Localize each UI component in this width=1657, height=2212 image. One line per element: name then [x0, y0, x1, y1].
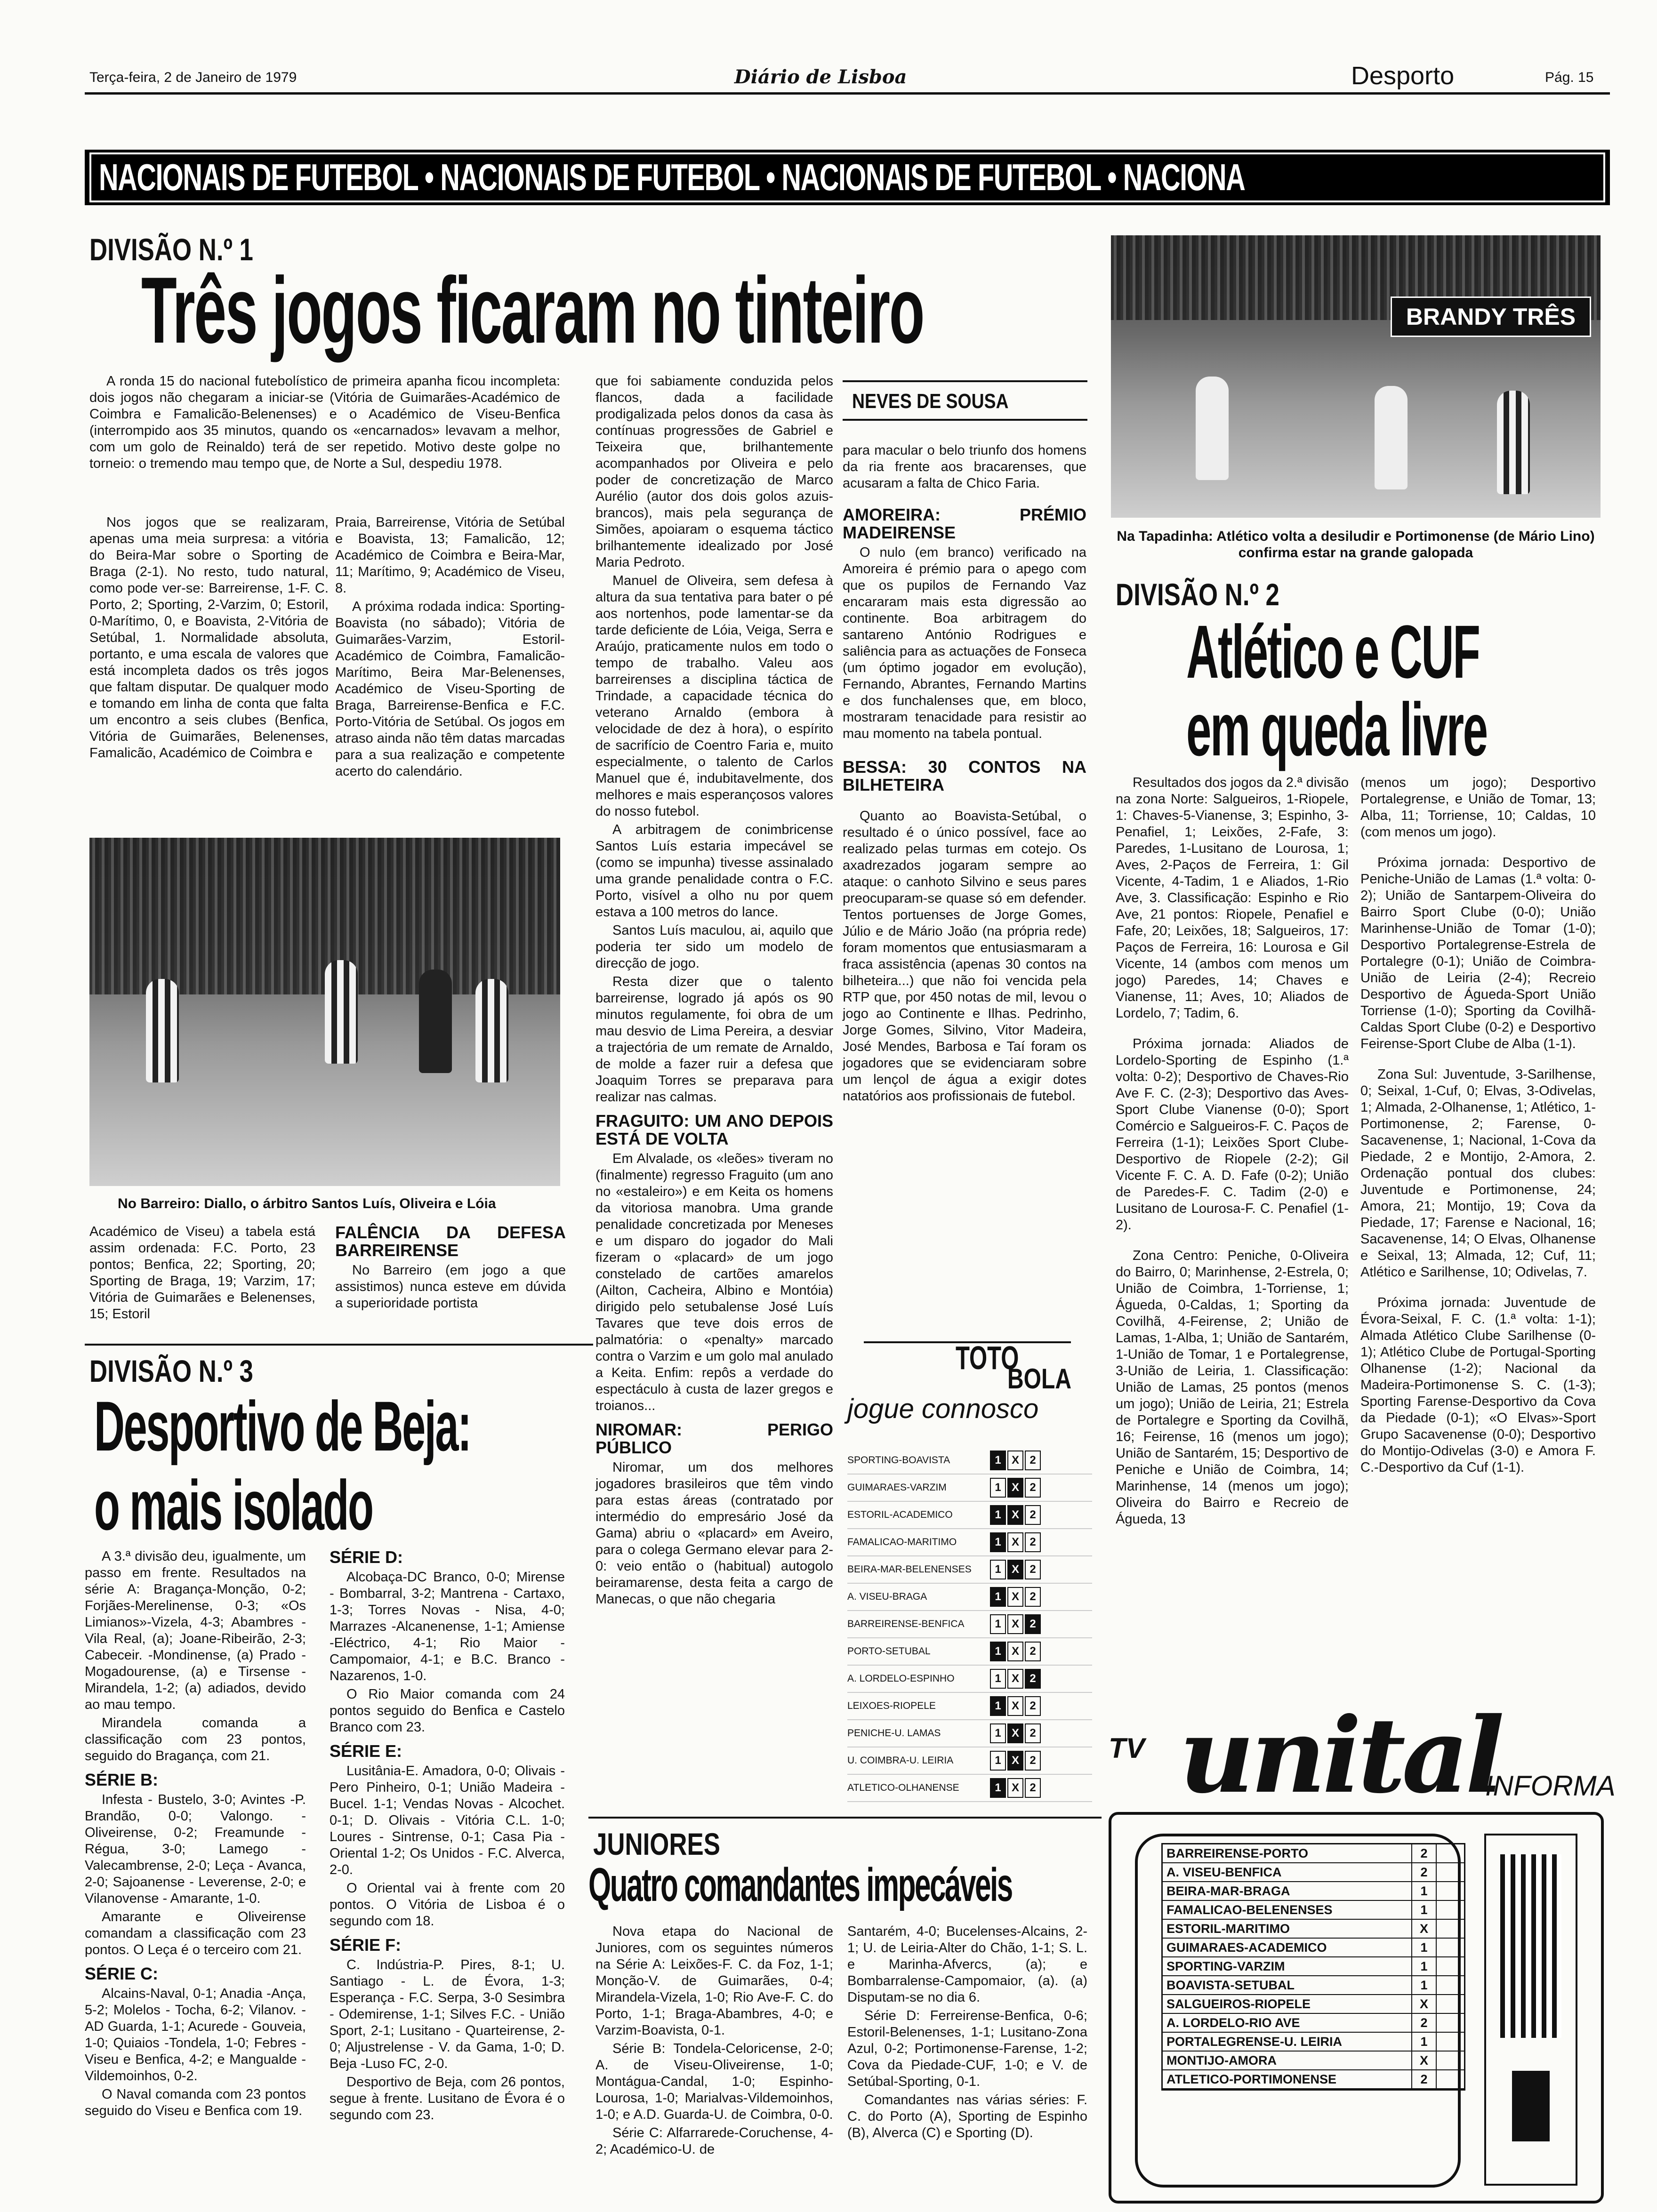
- issue-date: Terça-feira, 2 de Janeiro de 1979: [89, 70, 297, 85]
- niromar-head: NIROMAR: PERIGO PÚBLICO: [595, 1420, 833, 1457]
- unital-team: BEIRA-MAR-BRAGA: [1166, 1884, 1290, 1898]
- toto-mark: 2: [1025, 1505, 1041, 1525]
- unital-result: X: [1411, 2052, 1436, 2069]
- toto-mark: X: [1007, 1505, 1023, 1525]
- div3-intro-text: A 3.ª divisão deu, igualmente, um passo em frente. Resultados na série A: Bragança-Monção, 0-2; Forjães-Merelinense, 0-3; «Os Limianos»-Vizela, 4-3; Abambres - Vila Real, (a); Joane-Ribeirão, 2-3; Cabeceir. -Mondinense, (a) Prado - Mogadourense, (a) e Tirsense - Mirandela, 1-2; (a) adiados, devido ao mau tempo.: [85, 1549, 306, 1712]
- div1-col2-text: Praia, Barreirense, Vitória de Setúbal e Boavista, 13; Famalicão, 12; Académico de Coimbra e Beira-Mar, 11; Marítimo, 9; Académico de Viseu, 8.: [335, 515, 565, 596]
- unital-row: [1163, 2070, 1464, 2089]
- unital-blank-cell: [1436, 2033, 1460, 2051]
- unital-row: [1163, 1976, 1464, 1995]
- tv-controls: [1484, 1834, 1577, 2186]
- bessa-head: BESSA: 30 CONTOS NA BILHETEIRA: [843, 757, 1086, 794]
- toto-mark: 2: [1025, 1614, 1041, 1634]
- unital-row: [1163, 1844, 1464, 1863]
- photo-tapadinha-caption: Na Tapadinha: Atlético volta a desiludir e Portimonense (de Mário Lino) confirma estar na grande galopada: [1117, 529, 1595, 561]
- toto-team: A. LORDELO-ESPINHO: [847, 1673, 955, 1684]
- unital-blank-cell: [1436, 1995, 1460, 2013]
- toto-mark: 1: [990, 1642, 1006, 1661]
- juniores-c2c-text: Comandantes nas várias séries: F. C. do Porto (A), Sporting de Espinho (B), Alverca (C) e Sporting (D).: [847, 2092, 1087, 2140]
- div2-colB4-text: Próxima jornada: Juventude de Évora-Seixal, F. C. (1.ª volta: 1-1); Almada Atlético Clube Sarilhense (0-1); Atlético Clube de Portugal-Sporting Olhanense (1-2); Nacional da Madeira-Portimonense S. C. (1-3); Sporting Farense-Desportivo da Cova da Piedade (0-1); «O Elvas»-Sport Grupo Sacavenense (0-0); Desportivo do Montijo-Odivelas (3-0) e Amora F. C.-Desportivo da Cuf (1-1).: [1360, 1295, 1596, 1475]
- unital-row: [1163, 1939, 1464, 1957]
- div2-colB: [1360, 775, 1596, 1476]
- div2-kicker: DIVISÃO N.º 2: [1116, 577, 1279, 612]
- unital-blank-cell: [1436, 1957, 1460, 1975]
- serieF-head: SÉRIE F:: [330, 1935, 402, 1955]
- div2-colA2-text: Próxima jornada: Aliados de Lordelo-Sporting de Espinho (1.ª volta: 0-2); Desportivo de Chaves-Rio Ave F. C. (2-3); Desportivo das Aves-Sport Clube Vianense (0-0); Sport Comércio e Salgueiros-F. C. Paços de Ferreira (1-1); Leixões Sport Clube-Desportivo de Riopele (2-2); Gil Vicente F. C. A. D. Fafe (0-2); União de Paredes-F. C. Tadim (2-0) e Lusitano de Lourosa-F. C. Penafiel (1-2).: [1116, 1036, 1349, 1233]
- section-title: Desporto: [1351, 62, 1455, 90]
- toto-row: [847, 1720, 1092, 1747]
- div3-colA: [85, 1548, 306, 2119]
- toto-mark: 2: [1025, 1751, 1041, 1771]
- juniores-headline: Quatro comandantes impecáveis: [588, 1859, 1012, 1911]
- div1-lead-text: A ronda 15 do nacional futebolístico de primeira apanha ficou incompleta: dois jogos não chegaram a iniciar-se (Vitória de Guimarães-Académico de Coimbra e Famalicão-Belenenses) e o Académico de Viseu-Benfica (interrompido aos 35 minutos, quando os «encarnados» levavam a melhor, com um golo de Reinaldo) terá de ser repetido. Motivo deste golpe no torneio: o tremendo mau tempo que, de Norte a Sul, despediu 1978.: [89, 374, 560, 471]
- unital-blank-cell: [1436, 2070, 1460, 2088]
- toto-mark: 1: [990, 1669, 1006, 1689]
- div1-after-photo-text: Académico de Viseu) a tabela está assim ordenada: F.C. Porto, 23 pontos; Benfica, 22; Sporting, 20; Sporting de Braga, 19; Varzim, 17; Vitória de Guimarães e Belenenses, 15; Estoril: [89, 1224, 315, 1322]
- div2-colB2-text: Próxima jornada: Desportivo de Peniche-União de Lamas (1.ª volta: 0-2); União de Santarpem-Oliveira do Bairro Sport Clube (0-0); União Marinhense-União de Tomar (1-0); Desportivo Portalegrense-Estrela de Portalegre (0-1); União de Coimbra-União de Leiria (2-4); Recreio Desportivo de Águeda-Sport União Torriense (1-0); Sporting da Covilhã-Caldas Sport Clube (0-2) e Desportivo Feirense-Sport Clube de Alba (1-1).: [1360, 855, 1596, 1051]
- toto-mark: 1: [990, 1751, 1006, 1771]
- unital-result: 1: [1411, 1901, 1436, 1919]
- div3-headline-2: o mais isolado: [94, 1466, 373, 1545]
- toto-mark: 2: [1025, 1778, 1041, 1798]
- div3-intro2-text: Mirandela comanda a classificação com 23 pontos, seguido do Bragança, com 21.: [85, 1715, 306, 1763]
- toto-mark: 1: [990, 1478, 1006, 1498]
- div2-headline-1: Atlético e CUF: [1186, 609, 1480, 694]
- serieB-head: SÉRIE B:: [85, 1770, 159, 1789]
- toto-row: [847, 1747, 1092, 1775]
- juniores-rule: [588, 1817, 1102, 1819]
- unital-blank-cell: [1436, 2052, 1460, 2069]
- unital-row: [1163, 2014, 1464, 2033]
- toto-row: [847, 1556, 1092, 1584]
- unital-team: GUIMARAES-ACADEMICO: [1166, 1940, 1327, 1955]
- toto-mark: 1: [990, 1505, 1006, 1525]
- toto-mark: 2: [1025, 1560, 1041, 1579]
- toto-mark: 1: [990, 1451, 1006, 1470]
- unital-team: SPORTING-VARZIM: [1166, 1959, 1285, 1973]
- unital-row: [1163, 1882, 1464, 1901]
- toto-row: [847, 1693, 1092, 1720]
- div2-colB3-text: Zona Sul: Juventude, 3-Sarilhense, 0; Seixal, 1-Cuf, 0; Elvas, 3-Odivelas, 1; Almada, 2-Olhanense, 1; Atlético, 1-Portimonense, 2; Farense, 0-Sacavenense, 1; Nacional, 1-Cova da Piedade, 2 e Montijo, 2-Amora, 2. Ordenação pontual dos clubes: Juventude e Portimonense, 24; Amora, 21; Montijo, 19; Cova da Piedade, 17; Farense e Nacional, 16; Sacavenense, 14; O Elvas, Olhanense e Seixal, 13; Almada, 12; Cuf, 11; Atlético e Sarilhense, 10; Odivelas, 7.: [1360, 1067, 1596, 1280]
- toto-mark: 2: [1025, 1669, 1041, 1689]
- unital-team: A. LORDELO-RIO AVE: [1166, 2016, 1300, 2030]
- div1-col2: [335, 514, 565, 780]
- toto-team: BARREIRENSE-BENFICA: [847, 1619, 965, 1629]
- serieC-head: SÉRIE C:: [85, 1964, 159, 1983]
- toto-mark: 2: [1025, 1642, 1041, 1661]
- toto-mark: X: [1007, 1669, 1023, 1689]
- div1-lead: [89, 373, 560, 472]
- unital-team: BOAVISTA-SETUBAL: [1166, 1978, 1295, 1992]
- totobola-box: [847, 1332, 1097, 1803]
- photo-barreiro: [89, 838, 560, 1186]
- div1-col3e-text: Resta dizer que o talento barreirense, logrado já após os 90 minutos regulamente, foi obra de um mau desvio de Lima Pereira, a desviar a trajectória de um remate de Arnaldo, de molde a fazer ruir a defesa que Joaquim Torres se preparava para realizar nas calmas.: [595, 974, 833, 1105]
- toto-team: FAMALICAO-MARITIMO: [847, 1537, 957, 1547]
- brandy-sign: BRANDY TRÊS: [1391, 297, 1591, 337]
- div1-col3b-text: Manuel de Oliveira, sem defesa à altura da sua tentativa para bater o pé aos nortenhos, pode lamentar-se da tarde deficiente de Lóia, Veiga, Serra e Araújo, praticamente nulos em todo o tempo de trabalho. Valeu aos barreirenses a disciplina táctica de Trindade, a capacidade técnica do veterano Arnaldo (embora à velocidade de dez à hora), o espírito de sacrifício de Coentro Faria e, muito especialmente, o talento de Carlos Manuel que é, indubitavelmente, dos melhores e mais esperançosos valores do nosso futebol.: [595, 573, 833, 819]
- toto-mark: X: [1007, 1778, 1023, 1798]
- unital-row: [1163, 2052, 1464, 2070]
- toto-row: [847, 1529, 1092, 1556]
- div3-kicker: DIVISÃO N.º 3: [89, 1354, 253, 1388]
- unital-team: BARREIRENSE-PORTO: [1166, 1846, 1309, 1860]
- toto-mark: X: [1007, 1614, 1023, 1634]
- unital-result: 2: [1411, 1844, 1436, 1862]
- unital-result: 2: [1411, 1863, 1436, 1881]
- toto-word: TOTO: [956, 1339, 1019, 1376]
- serieE-text: Lusitânia-E. Amadora, 0-0; Olivais - Pero Pinheiro, 0-1; União Madeira - Bucel. 1-1; Vendas Novas - Alcochet. 0-1; D. Olivais - Vitória C.L. 1-0; Loures - Sintrense, 0-1; Casa Pia - Oriental 1-2; Os Unidos - F.C. Alverca, 2-0.: [330, 1763, 565, 1877]
- serieF2-text: Desportivo de Beja, com 26 pontos, segue à frente. Lusitano de Évora é o segundo com 23.: [330, 2075, 565, 2123]
- toto-team: PENICHE-U. LAMAS: [847, 1728, 941, 1739]
- falencia-text: No Barreiro (em jogo a que assistimos) nunca esteve em dúvida a superioridade portista: [335, 1263, 566, 1311]
- toto-mark: 1: [990, 1532, 1006, 1552]
- byline: NEVES DE SOUSA: [852, 390, 1009, 413]
- unital-ad: [1109, 1694, 1616, 2212]
- toto-team: ATLETICO-OLHANENSE: [847, 1782, 959, 1793]
- unital-result: 1: [1411, 1957, 1436, 1975]
- toto-row: [847, 1775, 1092, 1802]
- toto-row: [847, 1638, 1092, 1666]
- juniores-c1b-text: Série B: Tondela-Celoricense, 2-0; A. de Viseu-Oliveirense, 1-0; Montágua-Candal, 1-0; Espinho-Lourosa, 1-0; Marialvas-Vildemoinhos, 1-0; e A.D. Guarda-U. de Coimbra, 0-0.: [595, 2041, 833, 2122]
- div3-colB: [330, 1548, 565, 2124]
- div2-headline-2: em queda livre: [1186, 687, 1487, 771]
- serieB-text: Infesta - Bustelo, 3-0; Avintes -P. Brandão, 0-0; Valongo. - Oliveirense, 0-2; Freamunde - Régua, 3-0; Lamego - Valecambrense, 2-0; Leça - Avanca, 2-0; Sajoanense - Leverense, 2-0; e Vilanovense - Amarante, 1-0.: [85, 1792, 306, 1906]
- neves-text: para macular o belo triunfo dos homens da ria frente aos bracarenses, que acusaram a falta de Chico Faria.: [843, 443, 1086, 491]
- div1-col3c-text: A arbitragem de conimbricense Santos Luís estaria impecável se (como se impunha) tivesse assinalado uma grande penalidade contra o F.C. Porto, visível a olho nu por quem estava a 100 metros do lance.: [595, 822, 833, 920]
- div1-col2b-text: A próxima rodada indica: Sporting-Boavista (no sábado); Vitória de Guimarães-Varzim, Estoril-Académico de Coimbra, Famalicão-Marítimo, Beira Mar-Belenenses, Académico de Viseu-Sporting de Braga, Barreirense-Benfica e F.C. Porto-Vitória de Setúbal. Os jogos em atraso ainda não têm datas marcadas para a sua realização e competente acerto do calendário.: [335, 599, 565, 779]
- photo-tapadinha: [1111, 235, 1601, 518]
- toto-mark: X: [1007, 1723, 1023, 1743]
- serieB2-text: Amarante e Oliveirense comandam a classificação com 23 pontos. O Leça é o terceiro com 21.: [85, 1909, 306, 1957]
- toto-team: LEIXOES-RIOPELE: [847, 1700, 936, 1711]
- serieF-text: C. Indústria-P. Pires, 8-1; U. Santiago - L. de Évora, 1-3; Esperança - F.C. Serpa, 3-0 Sesimbra - Odemirense, 1-1; Silves F.C. - União Sport, 2-1; Lusitano - Quarteirense, 2-0; Aljustrelense - V. da Gama, 1-0; D. Beja -Luso FC, 2-0.: [330, 1957, 565, 2071]
- toto-mark: 1: [990, 1560, 1006, 1579]
- toto-mark: 1: [990, 1696, 1006, 1716]
- unital-row: [1163, 1995, 1464, 2014]
- unital-blank-cell: [1436, 1920, 1460, 1938]
- toto-team: BEIRA-MAR-BELENENSES: [847, 1564, 972, 1575]
- div1-col1: [89, 514, 329, 761]
- juniores-kicker: JUNIORES: [593, 1827, 720, 1861]
- unital-team: SALGUEIROS-RIOPELE: [1166, 1997, 1311, 2011]
- niromar-text: Niromar, um dos melhores jogadores brasileiros que têm vindo para estas áreas (contratado por intermédio do empresário José da Gama) abriu o «placard» em Aveiro, para o colega Germano elevar para 2-0: veio então o (habitual) autogolo beiramarense, desta feita a cargo de Manecas, o que não chegaria: [595, 1460, 833, 1607]
- toto-team: A. VISEU-BRAGA: [847, 1591, 927, 1602]
- div3-rule: [85, 1344, 593, 1346]
- toto-mark: 2: [1025, 1532, 1041, 1552]
- amoreira-head: AMOREIRA: PRÉMIO MADEIRENSE: [843, 505, 1086, 542]
- unital-team: PORTALEGRENSE-U. LEIRIA: [1166, 2035, 1343, 2049]
- toto-mark: 1: [990, 1778, 1006, 1798]
- tv-speaker: [1500, 1854, 1561, 2038]
- unital-row: [1163, 1920, 1464, 1939]
- toto-team: SPORTING-BOAVISTA: [847, 1455, 950, 1466]
- div2-colA3-text: Zona Centro: Peniche, 0-Oliveira do Bairro, 0; Marinhense, 2-Estrela, 0; União de Coimbra, 1-Torriense, 1; Águeda, 0-Caldas, 1; Sporting da Covilhã, 4-Feirense, 2; União de Lamas, 1-Alba, 1; União de Santarém, 1-União de Tomar, 1 e Portalegrense, 3-União de Leiria, 1. Classificação: União de Lamas, 25 pontos (menos um jogo); União de Leiria, 21; Estrela de Portalegre e Sporting da Covilhã, 16; Feirense, 16 (menos um jogo); União de Santarém, 15; Desportivo de Peniche e União de Coimbra, 14; Marinhense, 14 (menos um jogo); Oliveira do Bairro e Recreio de Águeda, 13: [1116, 1248, 1349, 1527]
- juniores-colA: [595, 1923, 833, 2158]
- unital-blank-cell: [1436, 1863, 1460, 1881]
- neves-rule: [843, 380, 1087, 382]
- toto-row: [847, 1447, 1092, 1475]
- div1-headline: Três jogos ficaram no tinteiro: [141, 258, 924, 363]
- toto-row: [847, 1611, 1092, 1638]
- toto-team: ESTORIL-ACADEMICO: [847, 1509, 953, 1520]
- toto-mark: X: [1007, 1642, 1023, 1661]
- falencia-head: FALÊNCIA DA DEFESA BARREIRENSE: [335, 1223, 566, 1260]
- page-number: Pág. 15: [1545, 70, 1594, 85]
- banner: [85, 150, 1610, 205]
- unital-result: 1: [1411, 1976, 1436, 1994]
- totobola-coupon: [847, 1447, 1092, 1802]
- unital-blank-cell: [1436, 1939, 1460, 1956]
- unital-blank-cell: [1436, 1901, 1460, 1919]
- unital-row: [1163, 1863, 1464, 1882]
- tv-screen: [1135, 1834, 1461, 2188]
- fraguito-head: FRAGUITO: UM ANO DEPOIS ESTÁ DE VOLTA: [595, 1111, 833, 1148]
- toto-team: U. COIMBRA-U. LEIRIA: [847, 1755, 954, 1766]
- falencia-block: [335, 1224, 566, 1312]
- div1-col1-text: Nos jogos que se realizaram, apenas uma meia surpresa: a vitória do Beira-Mar sobre o Sporting de Braga (2-1). No resto, tudo natural, como pode ver-se: Barreirense, 1-F. C. Porto, 2; Sporting, 2-Varzim, 0; Estoril, 0-Marítimo, 0, e Boavista, 2-Vitória de Setúbal, 1. Normalidade absoluta, portanto, e uma escala de valores que está incompleta dados os três jogos que faltam disputar. De qualquer modo e tomando em linha de conta que falta um encontro a seis clubes (Benfica, Vitória de Guimarães, Belenenses, Famalicão, Académico de Coimbra e: [89, 515, 329, 761]
- banner-text: NACIONAIS DE FUTEBOL • NACIONAIS DE FUTEBOL • NACIONAIS DE FUTEBOL • NACIONA: [99, 156, 1245, 198]
- unital-row: [1163, 1901, 1464, 1920]
- div1-col3: [595, 373, 833, 1608]
- unital-brand: unital: [1179, 1694, 1501, 1816]
- toto-mark: X: [1007, 1560, 1023, 1579]
- tv-frame: [1109, 1812, 1604, 2204]
- unital-result: 1: [1411, 2033, 1436, 2051]
- juniores-colB: [847, 1923, 1087, 2141]
- toto-mark: 2: [1025, 1451, 1041, 1470]
- unital-team: ATLETICO-PORTIMONENSE: [1166, 2072, 1336, 2086]
- bola-word: BOLA: [1007, 1363, 1071, 1395]
- toto-mark: X: [1007, 1532, 1023, 1552]
- toto-mark: 1: [990, 1587, 1006, 1607]
- unital-result: X: [1411, 1995, 1436, 2013]
- toto-mark: 2: [1025, 1587, 1041, 1607]
- toto-mark: 2: [1025, 1478, 1041, 1498]
- toto-mark: X: [1007, 1587, 1023, 1607]
- serieD2-text: O Rio Maior comanda com 24 pontos seguido do Benfica e Castelo Branco com 23.: [330, 1687, 565, 1735]
- photo-barreiro-caption: No Barreiro: Diallo, o árbitro Santos Luís, Oliveira e Lóia: [118, 1196, 496, 1211]
- toto-mark: 2: [1025, 1696, 1041, 1716]
- juniores-c1c-text: Série C: Alfarrarede-Coruchense, 4-2; Académico-U. de: [595, 2125, 833, 2157]
- toto-team: PORTO-SETUBAL: [847, 1646, 931, 1657]
- toto-mark: X: [1007, 1696, 1023, 1716]
- totobola-slogan: jogue connosco: [847, 1394, 1039, 1424]
- unital-team: ESTORIL-MARITIMO: [1166, 1922, 1290, 1936]
- unital-result: 2: [1411, 2014, 1436, 2032]
- div1-kicker: DIVISÃO N.º 1: [89, 232, 253, 267]
- serieD-text: Alcobaça-DC Branco, 0-0; Mirense - Bombarral, 3-2; Mantrena - Cartaxo, 1-3; Torres Novas - Nisa, 4-0; Marrazes -Alcanenense, 1-1; Amiense -Eléctrico, 4-1; Rio Maior - Campomaior, 4-1; e B.C. Branco -Nazarenos, 1-0.: [330, 1570, 565, 1683]
- neves-rule-2: [843, 419, 1087, 421]
- toto-mark: X: [1007, 1451, 1023, 1470]
- serieD-head: SÉRIE D:: [330, 1547, 403, 1567]
- unital-row: [1163, 1957, 1464, 1976]
- div2-colA: [1116, 775, 1349, 1528]
- header-rule: [85, 92, 1610, 95]
- unital-blank-cell: [1436, 1844, 1460, 1862]
- tv-knob: [1512, 2071, 1550, 2141]
- toto-mark: X: [1007, 1478, 1023, 1498]
- unital-result: 2: [1411, 2070, 1436, 2088]
- juniores-c2b-text: Série D: Ferreirense-Benfica, 0-6; Estoril-Belenenses, 1-1; Lusitano-Zona Azul, 0-2; Portimonense-Farense, 1-2; Cova da Piedade-CUF, 1-0; e V. de Setúbal-Sporting, 0-1.: [847, 2008, 1087, 2089]
- div1-after-photo: [89, 1224, 315, 1322]
- masthead: Diário de Lisboa: [734, 66, 907, 88]
- serieE-head: SÉRIE E:: [330, 1741, 402, 1761]
- div3-headline-1: Desportivo de Beja:: [94, 1387, 471, 1466]
- toto-mark: 2: [1025, 1723, 1041, 1743]
- unital-blank-cell: [1436, 2014, 1460, 2032]
- div1-col3-text: que foi sabiamente conduzida pelos flancos, dada a facilidade prodigalizada pelos donos da casa às contínuas progressões de Gabriel e Teixeira que, brilhantemente acompanhados por Oliveira e pelo poder de concretização de Marco Aurélio (autor dos dois golos azuis-brancos), mais pela segurança de Simões, apoiaram o esquema táctico brilhantemente idealizado por José Maria Pedroto.: [595, 374, 833, 570]
- unital-team: A. VISEU-BENFICA: [1166, 1865, 1282, 1879]
- serieE2-text: O Oriental vai à frente com 20 pontos. O Vitória de Lisboa é o segundo com 18.: [330, 1881, 565, 1929]
- serieC-text: Alcains-Naval, 0-1; Anadia -Ança, 5-2; Molelos - Tocha, 6-2; Vilanov. - AD Guarda, 1-1; Acurede - Gouveia, 1-0; Quiaios -Tondela, 1-0; Febres - Viseu e Benfica, 4-2; e Mangualde - Vildemoinhos, 0-2.: [85, 1986, 306, 2084]
- unital-team: MONTIJO-AMORA: [1166, 2053, 1277, 2068]
- serieC2-text: O Naval comanda com 23 pontos seguido do Viseu e Benfica com 19.: [85, 2087, 306, 2118]
- unital-blank-cell: [1436, 1976, 1460, 1994]
- unital-tv: TV: [1109, 1732, 1145, 1764]
- bessa-text: Quanto ao Boavista-Setúbal, o resultado é o único possível, face ao realizado pelas turmas em cotejo. Os axadrezados jogaram sempre ao ataque: o canhoto Silvino e seus pares preocuparam-se quase só em defender. Tentos portuenses de Jorge Gomes, Júlio e de Mário João (na própria rede) foram momentos que entusiasmaram a fraca assistência (apenas 30 contos na bilheteira...) que não foi vencida pela RTP que, por 450 notas de mil, levou o jogo ao Continente e Ilhas. Pedrinho, Jorge Gomes, Silvino, Vitor Madeira, José Mendes, Barbosa e Taí foram os jogadores que se evidenciaram sobre um lençol de água a exigir dotes natatórios aos profissionais de futebol.: [843, 809, 1086, 1104]
- toto-mark: X: [1007, 1751, 1023, 1771]
- toto-row: [847, 1666, 1092, 1693]
- unital-result: X: [1411, 1920, 1436, 1938]
- toto-team: GUIMARAES-VARZIM: [847, 1482, 947, 1493]
- juniores-c1-text: Nova etapa do Nacional de Juniores, com os seguintes números na Série A: Leixões-F. C. da Foz, 1-1; Monção-V. de Guimarães, 0-4; Mirandela-Vizela, 1-0; Rio Ave-F. C. do Porto, 1-1; Braga-Abambres, 4-0; e Varzim-Boavista, 0-1.: [595, 1924, 833, 2038]
- fraguito-text: Em Alvalade, os «leões» tiveram no (finalmente) regresso Fraguito (um ano no «estaleiro») e em Keita os homens da vitoriosa manobra. Uma grande penalidade concretizada por Meneses e um disparo do jogador do Mali fizeram o «placard» de um jogo constelado de cartões amarelos (Ailton, Cacheira, Albino e Montóia) dirigido pelo setubalense José Luís Tavares que teve dois erros de palmatória: o «penalty» marcado contra o Varzim e um golo mal anulado a Keita. Enfim: repôs a verdade do espectáculo à custa de lazer gregos e troianos...: [595, 1151, 833, 1413]
- div1-col4: [843, 442, 1086, 1105]
- div2-colB-text: (menos um jogo); Desportivo Portalegrense, e União de Tomar, 13; Alba, 11; Torriense, 10; Caldas, 10 (com menos um jogo).: [1360, 775, 1596, 840]
- unital-tag: INFORMA: [1485, 1770, 1616, 1802]
- unital-result: 1: [1411, 1939, 1436, 1956]
- unital-blank-cell: [1436, 1882, 1460, 1900]
- toto-mark: 1: [990, 1723, 1006, 1743]
- toto-mark: 1: [990, 1614, 1006, 1634]
- toto-row: [847, 1502, 1092, 1529]
- div2-colA-text: Resultados dos jogos da 2.ª divisão na zona Norte: Salgueiros, 1-Riopele, 1: Chaves-5-Vianense, 3; Espinho, 3-Penafiel, 1; Leixões, 2-Fafe, 3: Paredes, 1-Lusitano de Lourosa, 1; Aves, 2-Paços de Ferreira, 1: Gil Vicente, 4-Tadim, 1 e Aliados, 1-Rio Ave, 3. Classificação: Espinho e Rio Ave, 21 pontos: Riopele, Penafiel e Fafe, 20; Leixões, 18; Salgueiros, 17: Paços de Ferreira, 16: Lourosa e Gil Vicente, 14 (ambos com menos um jogo) Paredes, 14; Chaves e Vianense, 11; Aves, 10; Aliados de Lordelo, 7; Tadim, 6.: [1116, 775, 1349, 1021]
- amoreira-text: O nulo (em branco) verificado na Amoreira é prémio para o apego com que os pupilos de Fernando Vaz encararam mais esta digressão ao continente. Boa arbitragem do santareno António Rodrigues e saliência para as actuações de Fonseca (um óptimo jogador em evolução), Fernando, Abrantes, Fernando Martins e dos funchalenses que, em bloco, mostraram tenacidade para resistir ao mau momento na tabela pontual.: [843, 545, 1086, 741]
- unital-result: 1: [1411, 1882, 1436, 1900]
- juniores-c2-text: Santarém, 4-0; Bucelenses-Alcains, 2-1; U. de Leiria-Alter do Chão, 1-1; S. L. e Marinha-Afvercs, (a); e Bombarralense-Campomaior, (a). (a) Disputam-se no dia 6.: [847, 1924, 1087, 2005]
- unital-row: [1163, 2033, 1464, 2052]
- unital-table: [1161, 1843, 1465, 2091]
- div1-col3d-text: Santos Luís maculou, ai, aquilo que poderia ter sido um modelo de direcção de jogo.: [595, 923, 833, 971]
- toto-row: [847, 1584, 1092, 1611]
- unital-team: FAMALICAO-BELENENSES: [1166, 1903, 1333, 1917]
- toto-row: [847, 1475, 1092, 1502]
